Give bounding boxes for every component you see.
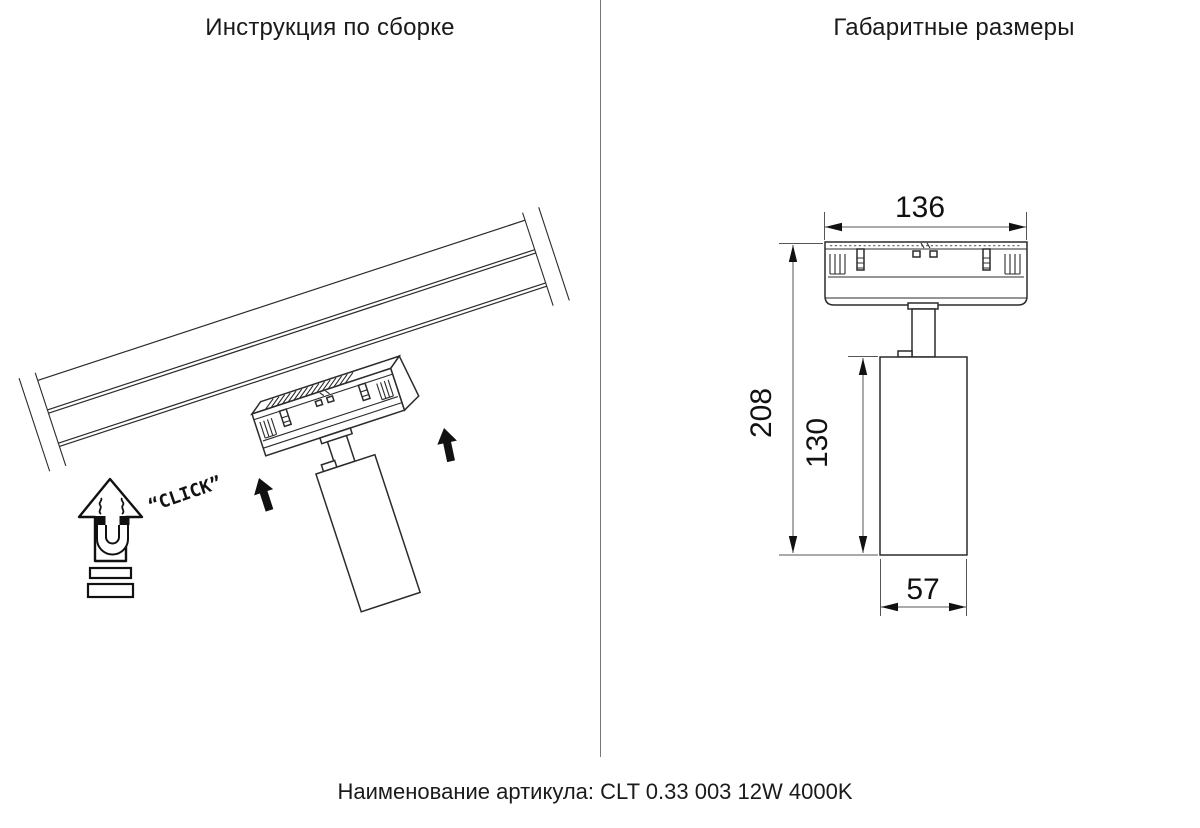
direction-arrow-icon: [249, 475, 279, 514]
fixture-3d-drawing: [249, 354, 477, 625]
click-label: “CLICK”: [145, 472, 225, 517]
dimension-adapter-width: [825, 191, 1027, 240]
front-view-drawing: [825, 242, 1027, 555]
dim-value-57: 57: [906, 573, 940, 606]
dim-value-130: 130: [801, 417, 834, 469]
dimension-body-height: [801, 357, 878, 554]
dim-value-136: 136: [894, 191, 946, 224]
right-panel-title: Габаритные размеры: [833, 14, 1075, 41]
dimension-body-width: [881, 559, 967, 616]
magnet-up-arrow-icon: [79, 479, 142, 597]
left-panel-title: Инструкция по сборке: [205, 14, 455, 41]
dim-value-208: 208: [745, 387, 778, 439]
direction-arrow-icon: [434, 426, 461, 463]
article-name-label: Наименование артикула: CLT 0.33 003 12W 4000K: [337, 779, 853, 804]
